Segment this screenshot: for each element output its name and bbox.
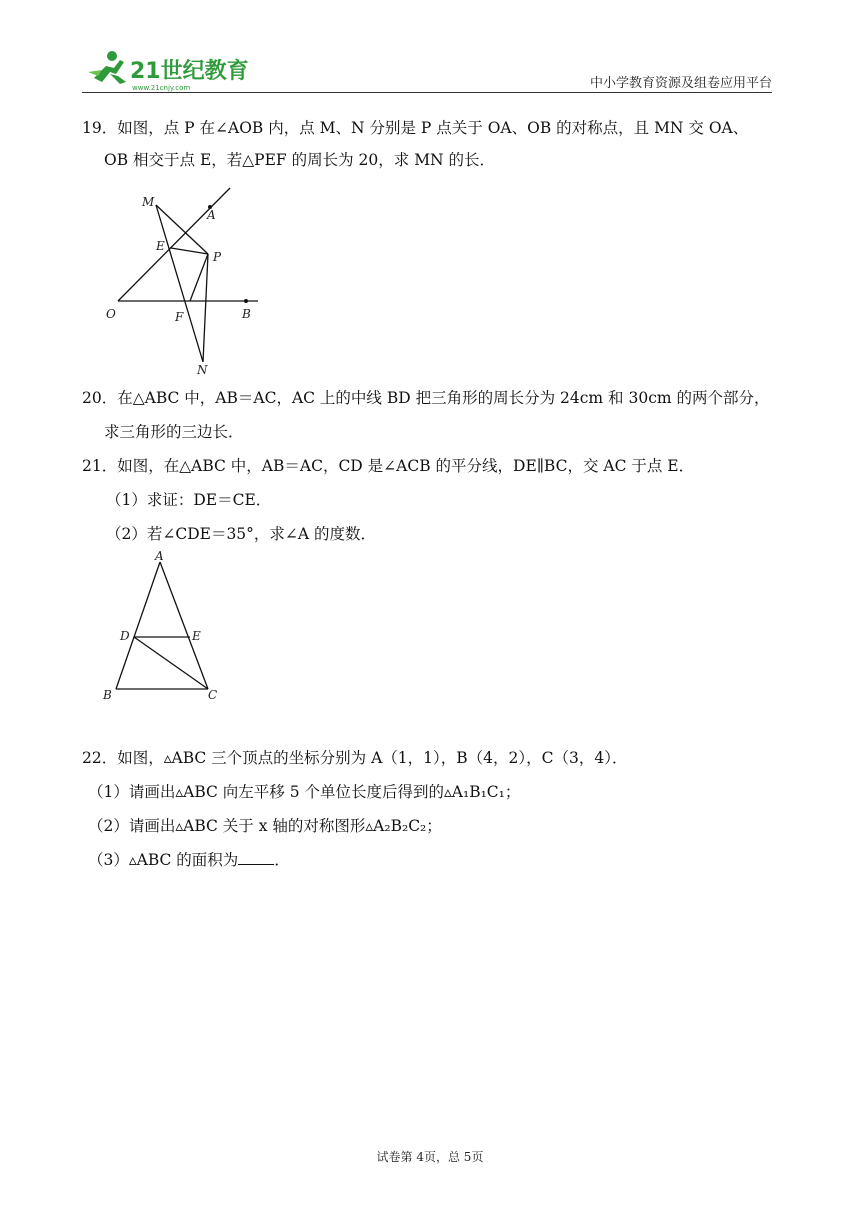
label-f: F — [175, 310, 184, 324]
segment-pn — [203, 254, 208, 362]
label-o: O — [106, 307, 116, 321]
label-e: E — [192, 629, 201, 643]
q19-line1: 19．如图，点 P 在∠AOB 内，点 M、N 分别是 P 点关于 OA、OB 的对称点，且 MN 交 OA、 — [82, 119, 749, 137]
q22-line1 — [82, 748, 627, 768]
label-e: E — [156, 239, 165, 253]
segment-fp — [190, 254, 208, 301]
point-b — [244, 299, 248, 303]
q19-figure — [100, 182, 270, 378]
segment-mn — [156, 205, 203, 362]
q22-part1: （1）请画出▵ABC 向左平移 5 个单位长度后得到的▵A₁B₁C₁； — [88, 783, 521, 801]
header-platform-name: 中小学教育资源及组卷应用平台 — [589, 76, 772, 91]
label-d: D — [120, 629, 130, 643]
q22-part3-text: （3）▵ABC 的面积为 — [88, 851, 239, 869]
q22-line1-text: 22．如图，▵ABC 三个顶点的坐标分别为 A（1，1），B（4，2），C（3，4）． — [82, 749, 628, 767]
q22-part3-end: ． — [274, 851, 290, 869]
segment-dc — [134, 637, 208, 689]
label-b: B — [103, 688, 112, 702]
label-a: A — [155, 549, 164, 563]
label-n: N — [197, 363, 208, 377]
q21-part1: （1）求证：DE＝CE． — [106, 491, 272, 509]
logo-runner-icon — [80, 48, 260, 94]
ray-oa — [118, 188, 230, 301]
q19-line2: OB 相交于点 E，若△PEF 的周长为 20，求 MN 的长． — [104, 151, 496, 169]
q22-part3 — [88, 850, 290, 870]
label-a: A — [207, 208, 216, 222]
q22-part2: （2）请画出▵ABC 关于 x 轴的对称图形▵A₂B₂C₂； — [88, 817, 442, 835]
label-m: M — [142, 195, 155, 209]
q21-line1: 21．如图，在△ABC 中，AB＝AC，CD 是∠ACB 的平分线，DE∥BC，交 AC 于点 E． — [82, 457, 695, 475]
label-b: B — [242, 307, 251, 321]
logo-text: 21世纪教育 — [130, 59, 249, 84]
segment-ac — [160, 562, 208, 689]
page-footer: 试卷第 4页，总 5页 — [376, 1150, 484, 1164]
q21-figure — [98, 548, 228, 706]
label-p: P — [213, 250, 222, 264]
label-c: C — [208, 688, 218, 702]
q21-part2: （2）若∠CDE＝35°，求∠A 的度数． — [106, 525, 377, 543]
segment-ab — [116, 562, 160, 689]
logo — [80, 48, 260, 94]
q20-line1: 20．在△ABC 中，AB＝AC，AC 上的中线 BD 把三角形的周长分为 24cm 和 30cm 的两个部分， — [82, 389, 770, 407]
logo-url: www.21cnjy.com — [132, 84, 191, 92]
q20-line2: 求三角形的三边长． — [104, 423, 244, 441]
answer-blank[interactable] — [238, 850, 274, 865]
header-rule — [82, 92, 772, 93]
